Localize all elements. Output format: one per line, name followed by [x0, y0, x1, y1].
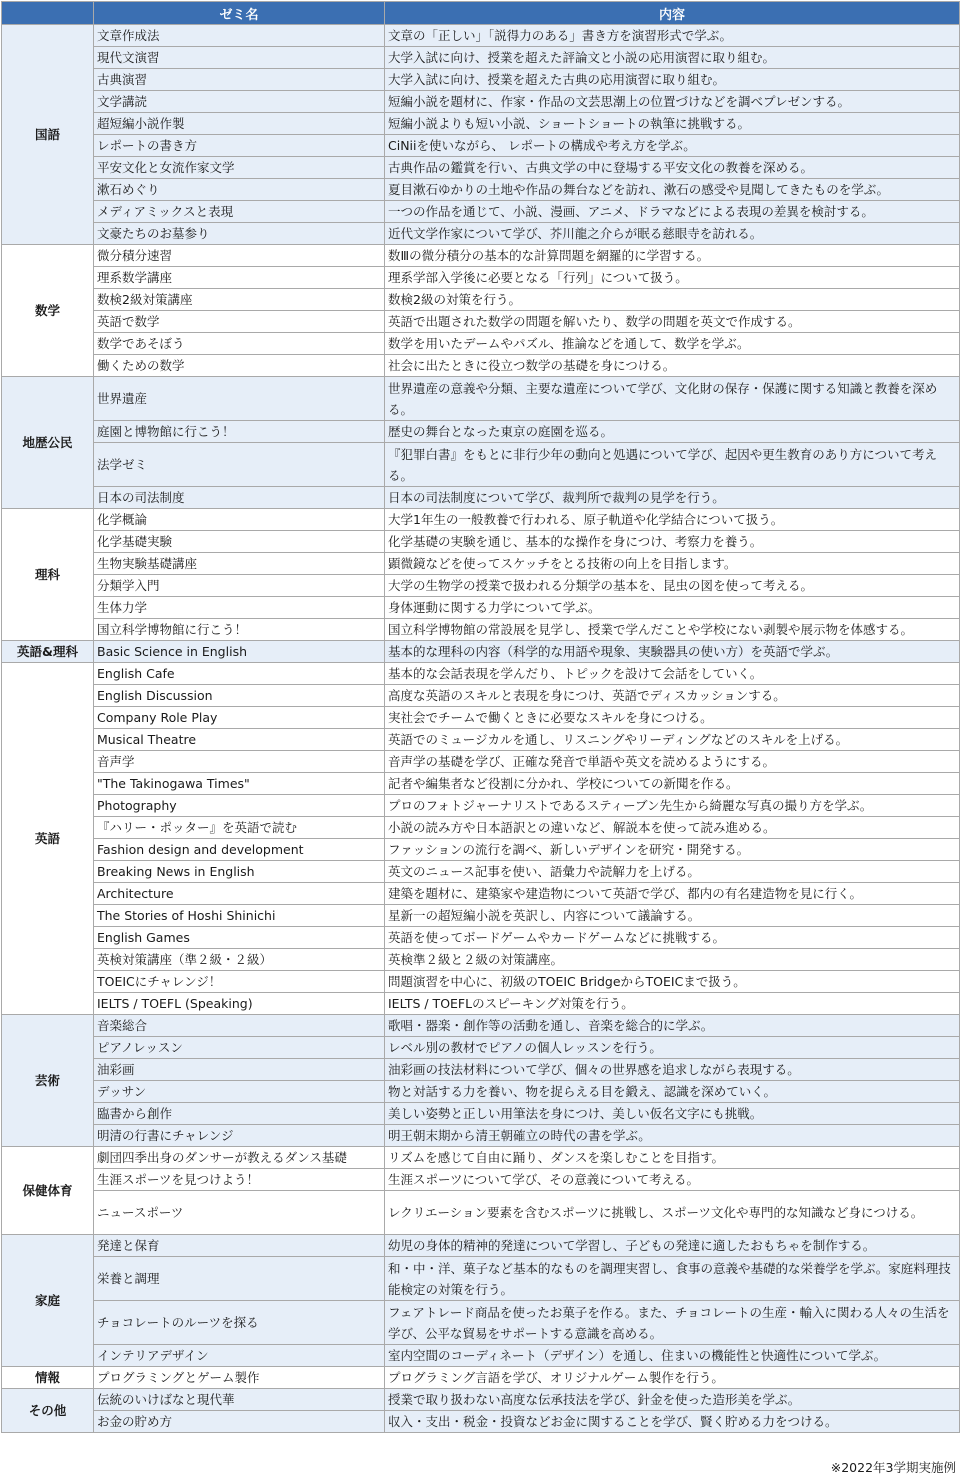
seminar-name-cell: 栄養と調理: [94, 1257, 385, 1301]
seminar-name-cell: デッサン: [94, 1081, 385, 1103]
seminar-desc-cell: ファッションの流行を調べ、新しいデザインを研究・開発する。: [385, 839, 960, 861]
table-row: [2, 641, 960, 663]
seminar-desc-cell: 古典作品の鑑賞を行い、古典文学の中に登場する平安文化の教養を深める。: [385, 157, 960, 179]
table-row: [2, 1037, 960, 1059]
table-row: [2, 839, 960, 861]
table-row: [2, 707, 960, 729]
category-cell: 地歴公民: [2, 377, 94, 509]
table-row: [2, 487, 960, 509]
table-row: [2, 949, 960, 971]
seminar-desc-cell: プログラミング言語を学び、オリジナルゲーム製作を行う。: [385, 1367, 960, 1389]
seminar-name-cell: 世界遺産: [94, 377, 385, 421]
table-row: [2, 201, 960, 223]
category-cell: 国語: [2, 25, 94, 245]
seminar-name-cell: チョコレートのルーツを探る: [94, 1301, 385, 1345]
table-row: [2, 443, 960, 487]
seminar-desc-cell: プロのフォトジャーナリストであるスティーブン先生から綺麗な写真の撮り方を学ぶ。: [385, 795, 960, 817]
table-row: [2, 729, 960, 751]
seminar-desc-cell: 明王朝末期から清王朝確立の時代の書を学ぶ。: [385, 1125, 960, 1147]
seminar-name-cell: "The Takinogawa Times": [94, 773, 385, 795]
seminar-desc-cell: 記者や編集者など役割に分かれ、学校についての新聞を作る。: [385, 773, 960, 795]
seminar-name-cell: 文章作成法: [94, 25, 385, 47]
seminar-desc-cell: 化学基礎の実験を通じ、基本的な操作を身につけ、考察力を養う。: [385, 531, 960, 553]
seminar-desc-cell: 世界遺産の意義や分類、主要な遺産について学び、文化財の保存・保護に関する知識と教養を深める。: [385, 377, 960, 421]
seminar-desc-cell: 大学1年生の一般教養で行われる、原子軌道や化学結合について扱う。: [385, 509, 960, 531]
seminar-name-cell: 英語で数学: [94, 311, 385, 333]
seminar-name-cell: 平安文化と女流作家文学: [94, 157, 385, 179]
seminar-name-cell: Fashion design and development: [94, 839, 385, 861]
table-row: [2, 795, 960, 817]
table-row: [2, 113, 960, 135]
seminar-name-cell: 伝統のいけばなと現代華: [94, 1389, 385, 1411]
table-row: [2, 663, 960, 685]
seminar-name-cell: IELTS / TOEFL (Speaking): [94, 993, 385, 1015]
seminar-name-cell: Basic Science in English: [94, 641, 385, 663]
seminar-name-cell: 超短編小説作製: [94, 113, 385, 135]
category-cell: 理科: [2, 509, 94, 641]
table-row: [2, 817, 960, 839]
seminar-desc-cell: 星新一の超短編小説を英訳し、内容について議論する。: [385, 905, 960, 927]
seminar-name-cell: 微分積分速習: [94, 245, 385, 267]
category-cell: その他: [2, 1389, 94, 1433]
seminar-name-cell: 劇団四季出身のダンサーが教えるダンス基礎: [94, 1147, 385, 1169]
table-row: [2, 267, 960, 289]
seminar-name-cell: TOEICにチャレンジ！: [94, 971, 385, 993]
seminar-desc-cell: 問題演習を中心に、初級のTOEIC BridgeからTOEICまで扱う。: [385, 971, 960, 993]
table-row: [2, 1169, 960, 1191]
seminar-desc-cell: 実社会でチームで働くときに必要なスキルを身につける。: [385, 707, 960, 729]
seminar-desc-cell: 一つの作品を通じて、小説、漫画、アニメ、ドラマなどによる表現の差異を検討する。: [385, 201, 960, 223]
category-cell: 英語: [2, 663, 94, 1015]
seminar-name-cell: 理系数学講座: [94, 267, 385, 289]
seminar-name-cell: Photography: [94, 795, 385, 817]
table-row: [2, 509, 960, 531]
seminar-desc-cell: 高度な英語のスキルと表現を身につけ、英語でディスカッションする。: [385, 685, 960, 707]
table-row: [2, 179, 960, 201]
table-row: [2, 1301, 960, 1345]
seminar-name-cell: 発達と保育: [94, 1235, 385, 1257]
table-row: [2, 993, 960, 1015]
seminar-name-cell: 漱石めぐり: [94, 179, 385, 201]
seminar-desc-cell: 理系学部入学後に必要となる「行列」について扱う。: [385, 267, 960, 289]
seminar-desc-cell: 歌唱・器楽・創作等の活動を通し、音楽を総合的に学ぶ。: [385, 1015, 960, 1037]
seminar-name-cell: 数学であそぼう: [94, 333, 385, 355]
seminar-desc-cell: 英文のニュース記事を使い、語彙力や読解力を上げる。: [385, 861, 960, 883]
header-seminar-name: ゼミ名: [94, 2, 385, 25]
seminar-name-cell: 働くための数学: [94, 355, 385, 377]
table-row: [2, 1103, 960, 1125]
seminar-name-cell: The Stories of Hoshi Shinichi: [94, 905, 385, 927]
category-cell: 数学: [2, 245, 94, 377]
seminar-desc-cell: 和・中・洋、菓子など基本的なものを調理実習し、食事の意義や基礎的な栄養学を学ぶ。家庭料理技能検定の対策を行う。: [385, 1257, 960, 1301]
table-row: [2, 47, 960, 69]
seminar-name-cell: 『ハリー・ポッター』を英語で読む: [94, 817, 385, 839]
table-row: [2, 377, 960, 421]
table-row: [2, 311, 960, 333]
table-row: [2, 883, 960, 905]
table-row: [2, 1191, 960, 1235]
seminar-desc-cell: フェアトレード商品を使ったお菓子を作る。また、チョコレートの生産・輸入に関わる人々の生活を学び、公平な貿易をサポートする意識を高める。: [385, 1301, 960, 1345]
table-row: [2, 355, 960, 377]
seminar-name-cell: 生涯スポーツを見つけよう！: [94, 1169, 385, 1191]
seminar-name-cell: 日本の司法制度: [94, 487, 385, 509]
table-row: [2, 1015, 960, 1037]
seminar-name-cell: Company Role Play: [94, 707, 385, 729]
category-cell: 保健体育: [2, 1147, 94, 1235]
seminar-name-cell: 臨書から創作: [94, 1103, 385, 1125]
seminar-desc-cell: 基本的な理科の内容（科学的な用語や現象、実験器具の使い方）を英語で学ぶ。: [385, 641, 960, 663]
seminar-name-cell: 現代文演習: [94, 47, 385, 69]
seminar-name-cell: プログラミングとゲーム製作: [94, 1367, 385, 1389]
category-cell: 家庭: [2, 1235, 94, 1367]
seminar-name-cell: ピアノレッスン: [94, 1037, 385, 1059]
seminar-name-cell: 古典演習: [94, 69, 385, 91]
seminar-desc-cell: IELTS / TOEFLのスピーキング対策を行う。: [385, 993, 960, 1015]
table-row: [2, 619, 960, 641]
table-row: [2, 685, 960, 707]
seminar-table: [1, 1, 960, 1433]
seminar-name-cell: Architecture: [94, 883, 385, 905]
table-row: [2, 927, 960, 949]
seminar-name-cell: 法学ゼミ: [94, 443, 385, 487]
seminar-name-cell: 英検対策講座（準２級・２級）: [94, 949, 385, 971]
table-row: [2, 773, 960, 795]
seminar-name-cell: 油彩画: [94, 1059, 385, 1081]
seminar-desc-cell: 大学入試に向け、授業を超えた古典の応用演習に取り組む。: [385, 69, 960, 91]
seminar-desc-cell: 建築を題材に、建築家や建造物について英語で学び、都内の有名建造物を見に行く。: [385, 883, 960, 905]
seminar-desc-cell: 大学入試に向け、授業を超えた評論文と小説の応用演習に取り組む。: [385, 47, 960, 69]
seminar-name-cell: 音楽総合: [94, 1015, 385, 1037]
table-row: [2, 1389, 960, 1411]
seminar-desc-cell: 英検準２級と２級の対策講座。: [385, 949, 960, 971]
seminar-desc-cell: 英語を使ってボードゲームやカードゲームなどに挑戦する。: [385, 927, 960, 949]
seminar-name-cell: 化学概論: [94, 509, 385, 531]
seminar-desc-cell: 油彩画の技法材料について学び、個々の世界感を追求しながら表現する。: [385, 1059, 960, 1081]
table-row: [2, 69, 960, 91]
seminar-name-cell: 数検2級対策講座: [94, 289, 385, 311]
header-category-cell: [2, 2, 94, 25]
table-row: [2, 1411, 960, 1433]
seminar-desc-cell: 顕微鏡などを使ってスケッチをとる技術の向上を目指します。: [385, 553, 960, 575]
seminar-desc-cell: 基本的な会話表現を学んだり、トピックを設けて会話をしていく。: [385, 663, 960, 685]
seminar-name-cell: 国立科学博物館に行こう！: [94, 619, 385, 641]
seminar-desc-cell: 英語でのミュージカルを通し、リスニングやリーディングなどのスキルを上げる。: [385, 729, 960, 751]
seminar-desc-cell: 短編小説を題材に、作家・作品の文芸思潮上の位置づけなどを調べプレゼンする。: [385, 91, 960, 113]
table-row: [2, 1059, 960, 1081]
table-row: [2, 25, 960, 47]
category-cell: 情報: [2, 1367, 94, 1389]
seminar-name-cell: English Games: [94, 927, 385, 949]
seminar-desc-cell: 歴史の舞台となった東京の庭園を巡る。: [385, 421, 960, 443]
table-row: [2, 421, 960, 443]
seminar-desc-cell: 身体運動に関する力学について学ぶ。: [385, 597, 960, 619]
seminar-name-cell: ニュースポーツ: [94, 1191, 385, 1235]
table-row: [2, 1147, 960, 1169]
seminar-desc-cell: 授業で取り扱わない高度な伝承技法を学び、針金を使った造形美を学ぶ。: [385, 1389, 960, 1411]
table-row: [2, 905, 960, 927]
seminar-desc-cell: 物と対話する力を養い、物を捉らえる目を鍛え、認識を深めていく。: [385, 1081, 960, 1103]
category-cell: 芸術: [2, 1015, 94, 1147]
seminar-desc-cell: レクリエーション要素を含むスポーツに挑戦し、スポーツ文化や専門的な知識など身につける。: [385, 1191, 960, 1235]
seminar-name-cell: 化学基礎実験: [94, 531, 385, 553]
category-cell: 英語&理科: [2, 641, 94, 663]
seminar-desc-cell: 大学の生物学の授業で扱われる分類学の基本を、昆虫の図を使って考える。: [385, 575, 960, 597]
table-row: [2, 245, 960, 267]
seminar-desc-cell: CiNiiを使いながら、 レポートの構成や考え方を学ぶ。: [385, 135, 960, 157]
table-row: [2, 553, 960, 575]
table-row: [2, 1345, 960, 1367]
table-row: [2, 531, 960, 553]
seminar-desc-cell: 『犯罪白書』をもとに非行少年の動向と処遇について学び、起因や更生教育のあり方について考える。: [385, 443, 960, 487]
seminar-desc-cell: 社会に出たときに役立つ数学の基礎を身につける。: [385, 355, 960, 377]
seminar-name-cell: English Cafe: [94, 663, 385, 685]
seminar-desc-cell: 英語で出題された数学の問題を解いたり、数学の問題を英文で作成する。: [385, 311, 960, 333]
table-row: [2, 861, 960, 883]
table-row: [2, 1257, 960, 1301]
table-row: [2, 333, 960, 355]
seminar-desc-cell: 小説の読み方や日本語訳との違いなど、解説本を使って読み進める。: [385, 817, 960, 839]
seminar-name-cell: レポートの書き方: [94, 135, 385, 157]
seminar-name-cell: English Discussion: [94, 685, 385, 707]
seminar-name-cell: 生物実験基礎講座: [94, 553, 385, 575]
table-row: [2, 1367, 960, 1389]
table-body: [2, 25, 960, 1433]
seminar-desc-cell: 近代文学作家について学び、芥川龍之介らが眠る慈眼寺を訪れる。: [385, 223, 960, 245]
seminar-name-cell: 文豪たちのお墓参り: [94, 223, 385, 245]
table-row: [2, 1235, 960, 1257]
seminar-name-cell: Breaking News in English: [94, 861, 385, 883]
seminar-desc-cell: 数Ⅲの微分積分の基本的な計算問題を網羅的に学習する。: [385, 245, 960, 267]
seminar-name-cell: 生体力学: [94, 597, 385, 619]
seminar-desc-cell: リズムを感じて自由に踊り、ダンスを楽しむことを目指す。: [385, 1147, 960, 1169]
table-header-row: [2, 2, 960, 25]
table-row: [2, 971, 960, 993]
footnote: ※2022年3学期実施例: [830, 1460, 956, 1475]
table-row: [2, 91, 960, 113]
seminar-desc-cell: 生涯スポーツについて学び、その意義について考える。: [385, 1169, 960, 1191]
table-row: [2, 1081, 960, 1103]
seminar-desc-cell: 美しい姿勢と正しい用筆法を身につけ、美しい仮名文字にも挑戦。: [385, 1103, 960, 1125]
table-row: [2, 223, 960, 245]
seminar-desc-cell: レベル別の教材でピアノの個人レッスンを行う。: [385, 1037, 960, 1059]
seminar-desc-cell: 日本の司法制度について学び、裁判所で裁判の見学を行う。: [385, 487, 960, 509]
table-row: [2, 289, 960, 311]
seminar-desc-cell: 数学を用いたデームやパズル、推論などを通して、数学を学ぶ。: [385, 333, 960, 355]
seminar-desc-cell: 室内空間のコーディネート（デザイン）を通し、住まいの機能性と快適性について学ぶ。: [385, 1345, 960, 1367]
seminar-desc-cell: 数検2級の対策を行う。: [385, 289, 960, 311]
table-row: [2, 597, 960, 619]
seminar-desc-cell: 夏目漱石ゆかりの土地や作品の舞台などを訪れ、漱石の感受や見聞してきたものを学ぶ。: [385, 179, 960, 201]
table-row: [2, 575, 960, 597]
seminar-name-cell: 分類学入門: [94, 575, 385, 597]
seminar-name-cell: 庭園と博物館に行こう！: [94, 421, 385, 443]
seminar-name-cell: 音声学: [94, 751, 385, 773]
seminar-name-cell: 明清の行書にチャレンジ: [94, 1125, 385, 1147]
seminar-name-cell: インテリアデザイン: [94, 1345, 385, 1367]
seminar-name-cell: お金の貯め方: [94, 1411, 385, 1433]
seminar-desc-cell: 国立科学博物館の常設展を見学し、授業で学んだことや学校にない剥製や展示物を体感する。: [385, 619, 960, 641]
table-row: [2, 1125, 960, 1147]
table-row: [2, 135, 960, 157]
seminar-desc-cell: 短編小説よりも短い小説、ショートショートの執筆に挑戦する。: [385, 113, 960, 135]
seminar-desc-cell: 収入・支出・税金・投資などお金に関することを学び、賢く貯める力をつける。: [385, 1411, 960, 1433]
seminar-name-cell: Musical Theatre: [94, 729, 385, 751]
seminar-name-cell: 文学講読: [94, 91, 385, 113]
seminar-name-cell: メディアミックスと表現: [94, 201, 385, 223]
table-row: [2, 157, 960, 179]
seminar-desc-cell: 幼児の身体的精神的発達について学習し、子どもの発達に適したおもちゃを制作する。: [385, 1235, 960, 1257]
header-content: 内容: [385, 2, 960, 25]
seminar-desc-cell: 文章の「正しい」「説得力のある」書き方を演習形式で学ぶ。: [385, 25, 960, 47]
seminar-desc-cell: 音声学の基礎を学び、正確な発音で単語や英文を読めるようにする。: [385, 751, 960, 773]
table-row: [2, 751, 960, 773]
